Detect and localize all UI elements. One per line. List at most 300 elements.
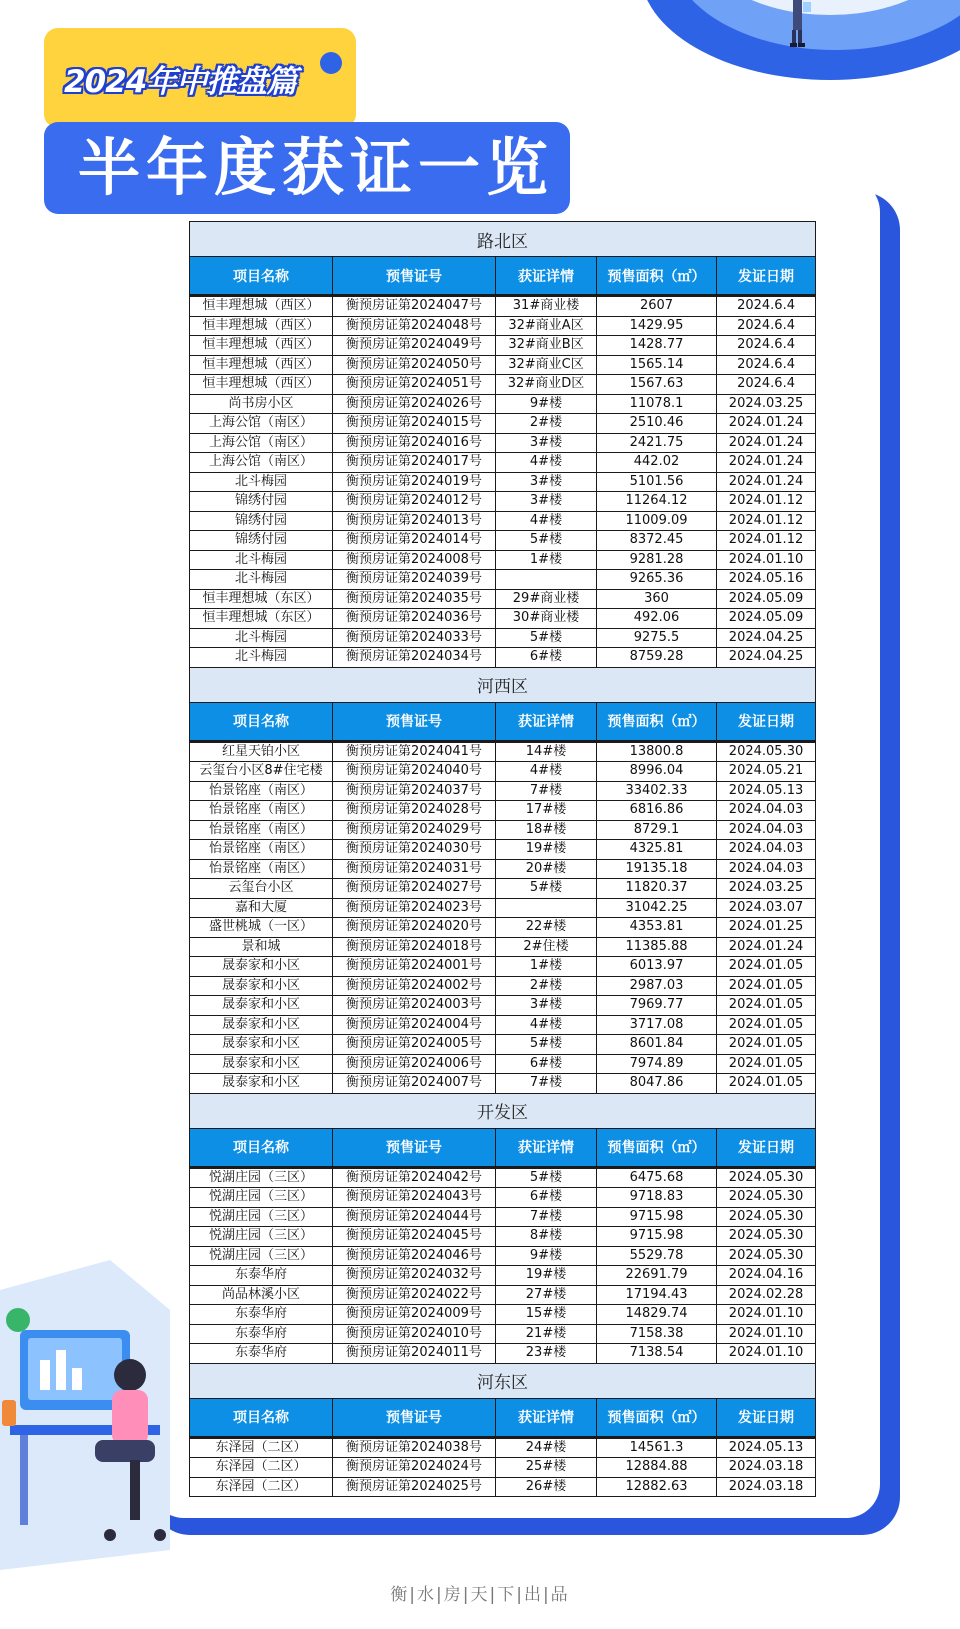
presale-area-cell: 17194.43 [597, 1285, 717, 1305]
permit-number-cell: 衡预房证第2024003号 [333, 996, 496, 1016]
table-row [190, 1246, 816, 1266]
permit-number-cell: 衡预房证第2024001号 [333, 957, 496, 977]
permit-detail-cell: 17#楼 [496, 801, 597, 821]
presale-area-cell: 4325.81 [597, 840, 717, 860]
issue-date-cell: 2024.03.18 [717, 1458, 816, 1478]
permit-detail-cell: 2#楼 [496, 976, 597, 996]
issue-date-cell: 2024.05.30 [717, 1188, 816, 1208]
permit-number-cell: 衡预房证第2024006号 [333, 1054, 496, 1074]
permit-number-cell: 衡预房证第2024046号 [333, 1246, 496, 1266]
project-name-cell: 北斗梅园 [190, 628, 333, 648]
project-name-cell: 锦绣付园 [190, 492, 333, 512]
issue-date-cell: 2024.03.18 [717, 1477, 816, 1497]
permit-number-cell: 衡预房证第2024037号 [333, 781, 496, 801]
issue-date-cell: 2024.01.24 [717, 472, 816, 492]
column-header: 预售面积（㎡） [597, 1128, 717, 1167]
presale-area-cell: 9281.28 [597, 550, 717, 570]
project-name-cell: 尚书房小区 [190, 394, 333, 414]
subtitle-text: 2024年中推盘篇 [64, 64, 297, 100]
issue-date-cell: 2024.05.30 [717, 1246, 816, 1266]
table-row [190, 918, 816, 938]
presale-area-cell: 9275.5 [597, 628, 717, 648]
column-header: 预售面积（㎡） [597, 1398, 717, 1437]
project-name-cell: 东泰华府 [190, 1344, 333, 1364]
table-row [190, 1285, 816, 1305]
presale-area-cell: 2607 [597, 296, 717, 317]
issue-date-cell: 2024.05.16 [717, 570, 816, 590]
permit-number-cell: 衡预房证第2024017号 [333, 453, 496, 473]
table-row [190, 1074, 816, 1094]
table-row [190, 1054, 816, 1074]
presale-area-cell: 14561.3 [597, 1437, 717, 1458]
table-row [190, 316, 816, 336]
permit-number-cell: 衡预房证第2024035号 [333, 589, 496, 609]
permit-number-cell: 衡预房证第2024039号 [333, 570, 496, 590]
permit-detail-cell: 6#楼 [496, 1188, 597, 1208]
presale-area-cell: 9265.36 [597, 570, 717, 590]
project-name-cell: 怡景铭座（南区） [190, 801, 333, 821]
permit-number-cell: 衡预房证第2024047号 [333, 296, 496, 317]
column-header: 获证详情 [496, 702, 597, 741]
permit-detail-cell: 27#楼 [496, 1285, 597, 1305]
presale-area-cell: 2987.03 [597, 976, 717, 996]
presale-area-cell: 8759.28 [597, 648, 717, 668]
table-row [190, 1437, 816, 1458]
table-row [190, 1015, 816, 1035]
permit-detail-cell: 7#楼 [496, 1207, 597, 1227]
permit-number-cell: 衡预房证第2024029号 [333, 820, 496, 840]
project-name-cell: 锦绣付园 [190, 511, 333, 531]
project-name-cell: 尚品林溪小区 [190, 1285, 333, 1305]
project-name-cell: 恒丰理想城（东区） [190, 609, 333, 629]
permit-detail-cell: 1#楼 [496, 957, 597, 977]
column-header: 预售证号 [333, 1398, 496, 1437]
issue-date-cell: 2024.01.05 [717, 1054, 816, 1074]
issue-date-cell: 2024.04.03 [717, 840, 816, 860]
issue-date-cell: 2024.03.25 [717, 879, 816, 899]
presale-area-cell: 12882.63 [597, 1477, 717, 1497]
presale-area-cell: 11078.1 [597, 394, 717, 414]
project-name-cell: 悦湖庄园（三区） [190, 1207, 333, 1227]
project-name-cell: 悦湖庄园（三区） [190, 1246, 333, 1266]
permit-number-cell: 衡预房证第2024013号 [333, 511, 496, 531]
presale-area-cell: 12884.88 [597, 1458, 717, 1478]
presale-area-cell: 5529.78 [597, 1246, 717, 1266]
issue-date-cell: 2024.04.03 [717, 820, 816, 840]
permit-number-cell: 衡预房证第2024007号 [333, 1074, 496, 1094]
table-row [190, 1305, 816, 1325]
column-header: 获证详情 [496, 1398, 597, 1437]
project-name-cell: 晟泰家和小区 [190, 1015, 333, 1035]
column-header: 项目名称 [190, 702, 333, 741]
permit-detail-cell: 21#楼 [496, 1324, 597, 1344]
standing-person-illustration [784, 0, 814, 50]
issue-date-cell: 2024.01.10 [717, 550, 816, 570]
column-header: 发证日期 [717, 1398, 816, 1437]
permit-detail-cell: 32#商业D区 [496, 375, 597, 395]
table-row [190, 840, 816, 860]
project-name-cell: 晟泰家和小区 [190, 996, 333, 1016]
presale-area-cell: 8047.86 [597, 1074, 717, 1094]
presale-area-cell: 7158.38 [597, 1324, 717, 1344]
permit-number-cell: 衡预房证第2024002号 [333, 976, 496, 996]
issue-date-cell: 2024.01.24 [717, 937, 816, 957]
column-header: 预售证号 [333, 1128, 496, 1167]
project-name-cell: 恒丰理想城（西区） [190, 316, 333, 336]
project-name-cell: 怡景铭座（南区） [190, 781, 333, 801]
project-name-cell: 东泽园（二区） [190, 1437, 333, 1458]
project-name-cell: 东泰华府 [190, 1305, 333, 1325]
table-row [190, 762, 816, 782]
issue-date-cell: 2024.04.03 [717, 859, 816, 879]
table-row [190, 433, 816, 453]
column-header: 发证日期 [717, 1128, 816, 1167]
permit-detail-cell [496, 570, 597, 590]
permit-number-cell: 衡预房证第2024022号 [333, 1285, 496, 1305]
project-name-cell: 嘉和大厦 [190, 898, 333, 918]
column-header: 预售证号 [333, 702, 496, 741]
issue-date-cell: 2024.01.05 [717, 1074, 816, 1094]
permit-number-cell: 衡预房证第2024009号 [333, 1305, 496, 1325]
table-row [190, 531, 816, 551]
permit-detail-cell: 24#楼 [496, 1437, 597, 1458]
permit-number-cell: 衡预房证第2024030号 [333, 840, 496, 860]
table-row [190, 453, 816, 473]
column-header: 获证详情 [496, 1128, 597, 1167]
district-row [190, 1363, 816, 1398]
permit-detail-cell: 5#楼 [496, 628, 597, 648]
project-name-cell: 云玺台小区 [190, 879, 333, 899]
table-row [190, 550, 816, 570]
permit-number-cell: 衡预房证第2024010号 [333, 1324, 496, 1344]
issue-date-cell: 2024.01.05 [717, 976, 816, 996]
permit-number-cell: 衡预房证第2024012号 [333, 492, 496, 512]
table-row [190, 355, 816, 375]
permit-number-cell: 衡预房证第2024034号 [333, 648, 496, 668]
table-row [190, 414, 816, 434]
project-name-cell: 晟泰家和小区 [190, 957, 333, 977]
table-row [190, 1324, 816, 1344]
permit-detail-cell: 7#楼 [496, 1074, 597, 1094]
permit-detail-cell: 1#楼 [496, 550, 597, 570]
table-row [190, 1458, 816, 1478]
project-name-cell: 红星天铂小区 [190, 741, 333, 762]
issue-date-cell: 2024.6.4 [717, 375, 816, 395]
permit-detail-cell: 19#楼 [496, 1266, 597, 1286]
table-row [190, 1266, 816, 1286]
permit-number-cell: 衡预房证第2024036号 [333, 609, 496, 629]
column-header: 项目名称 [190, 1128, 333, 1167]
presale-area-cell: 33402.33 [597, 781, 717, 801]
permit-detail-cell: 4#楼 [496, 762, 597, 782]
table-row [190, 1188, 816, 1208]
project-name-cell: 恒丰理想城（西区） [190, 296, 333, 317]
table-row [190, 820, 816, 840]
table-row [190, 1477, 816, 1497]
column-header: 预售面积（㎡） [597, 702, 717, 741]
project-name-cell: 恒丰理想城（东区） [190, 589, 333, 609]
permit-detail-cell: 29#商业楼 [496, 589, 597, 609]
presale-area-cell: 2421.75 [597, 433, 717, 453]
permit-detail-cell: 19#楼 [496, 840, 597, 860]
permit-detail-cell: 5#楼 [496, 1035, 597, 1055]
issue-date-cell: 2024.05.30 [717, 1207, 816, 1227]
permit-number-cell: 衡预房证第2024023号 [333, 898, 496, 918]
issue-date-cell: 2024.02.28 [717, 1285, 816, 1305]
permit-number-cell: 衡预房证第2024050号 [333, 355, 496, 375]
district-name: 开发区 [190, 1093, 816, 1128]
presale-area-cell: 8372.45 [597, 531, 717, 551]
issue-date-cell: 2024.01.24 [717, 433, 816, 453]
permit-detail-cell: 30#商业楼 [496, 609, 597, 629]
presale-area-cell: 11009.09 [597, 511, 717, 531]
table-row [190, 375, 816, 395]
district-row [190, 667, 816, 702]
issue-date-cell: 2024.04.25 [717, 628, 816, 648]
presale-area-cell: 14829.74 [597, 1305, 717, 1325]
column-header-row [190, 702, 816, 741]
issue-date-cell: 2024.03.25 [717, 394, 816, 414]
permit-detail-cell: 7#楼 [496, 781, 597, 801]
permit-detail-cell: 22#楼 [496, 918, 597, 938]
presale-area-cell: 1567.63 [597, 375, 717, 395]
table-row [190, 859, 816, 879]
column-header: 预售面积（㎡） [597, 257, 717, 296]
permit-number-cell: 衡预房证第2024048号 [333, 316, 496, 336]
project-name-cell: 北斗梅园 [190, 472, 333, 492]
project-name-cell: 悦湖庄园（三区） [190, 1167, 333, 1188]
project-name-cell: 上海公馆（南区） [190, 414, 333, 434]
permit-number-cell: 衡预房证第2024011号 [333, 1344, 496, 1364]
presale-area-cell: 1429.95 [597, 316, 717, 336]
table-row [190, 1207, 816, 1227]
project-name-cell: 景和城 [190, 937, 333, 957]
permit-number-cell: 衡预房证第2024018号 [333, 937, 496, 957]
permit-detail-cell: 31#商业楼 [496, 296, 597, 317]
issue-date-cell: 2024.03.07 [717, 898, 816, 918]
permit-number-cell: 衡预房证第2024020号 [333, 918, 496, 938]
table-row [190, 589, 816, 609]
permit-detail-cell: 25#楼 [496, 1458, 597, 1478]
permit-detail-cell: 15#楼 [496, 1305, 597, 1325]
project-name-cell: 盛世桃城（一区） [190, 918, 333, 938]
table-row [190, 492, 816, 512]
issue-date-cell: 2024.01.10 [717, 1324, 816, 1344]
permit-number-cell: 衡预房证第2024040号 [333, 762, 496, 782]
issue-date-cell: 2024.01.25 [717, 918, 816, 938]
issue-date-cell: 2024.6.4 [717, 316, 816, 336]
issue-date-cell: 2024.01.10 [717, 1305, 816, 1325]
project-name-cell: 怡景铭座（南区） [190, 859, 333, 879]
issue-date-cell: 2024.01.05 [717, 996, 816, 1016]
table-row [190, 1344, 816, 1364]
permit-number-cell: 衡预房证第2024027号 [333, 879, 496, 899]
district-row [190, 222, 816, 257]
project-name-cell: 东泰华府 [190, 1324, 333, 1344]
project-name-cell: 晟泰家和小区 [190, 1074, 333, 1094]
district-name: 路北区 [190, 222, 816, 257]
permit-detail-cell: 18#楼 [496, 820, 597, 840]
project-name-cell: 上海公馆（南区） [190, 453, 333, 473]
presale-area-cell: 8996.04 [597, 762, 717, 782]
table-row [190, 1167, 816, 1188]
presale-area-cell: 8601.84 [597, 1035, 717, 1055]
project-name-cell: 恒丰理想城（西区） [190, 375, 333, 395]
table-row [190, 1227, 816, 1247]
table-row [190, 296, 816, 317]
project-name-cell: 上海公馆（南区） [190, 433, 333, 453]
presale-area-cell: 6013.97 [597, 957, 717, 977]
column-header: 项目名称 [190, 1398, 333, 1437]
column-header-row [190, 257, 816, 296]
presale-area-cell: 31042.25 [597, 898, 717, 918]
permit-number-cell: 衡预房证第2024015号 [333, 414, 496, 434]
permit-number-cell: 衡预房证第2024016号 [333, 433, 496, 453]
issue-date-cell: 2024.01.12 [717, 531, 816, 551]
permit-number-cell: 衡预房证第2024049号 [333, 336, 496, 356]
presale-area-cell: 6475.68 [597, 1167, 717, 1188]
issue-date-cell: 2024.01.12 [717, 492, 816, 512]
certificate-table [189, 221, 816, 1497]
presale-area-cell: 4353.81 [597, 918, 717, 938]
presale-area-cell: 9715.98 [597, 1227, 717, 1247]
presale-area-cell: 9715.98 [597, 1207, 717, 1227]
office-worker-illustration [0, 1250, 200, 1590]
permit-number-cell: 衡预房证第2024024号 [333, 1458, 496, 1478]
issue-date-cell: 2024.01.05 [717, 1015, 816, 1035]
permit-detail-cell: 32#商业C区 [496, 355, 597, 375]
table-row [190, 394, 816, 414]
table-row [190, 1035, 816, 1055]
permit-number-cell: 衡预房证第2024038号 [333, 1437, 496, 1458]
column-header-row [190, 1128, 816, 1167]
page-title: 半年度获证一览 [78, 131, 555, 204]
presale-area-cell: 360 [597, 589, 717, 609]
column-header: 发证日期 [717, 257, 816, 296]
issue-date-cell: 2024.05.09 [717, 609, 816, 629]
project-name-cell: 北斗梅园 [190, 570, 333, 590]
issue-date-cell: 2024.01.10 [717, 1344, 816, 1364]
district-row [190, 1093, 816, 1128]
column-header: 获证详情 [496, 257, 597, 296]
project-name-cell: 晟泰家和小区 [190, 1054, 333, 1074]
project-name-cell: 恒丰理想城（西区） [190, 355, 333, 375]
table-row [190, 801, 816, 821]
issue-date-cell: 2024.05.21 [717, 762, 816, 782]
issue-date-cell: 2024.01.12 [717, 511, 816, 531]
presale-area-cell: 11264.12 [597, 492, 717, 512]
permit-number-cell: 衡预房证第2024043号 [333, 1188, 496, 1208]
permit-detail-cell: 3#楼 [496, 433, 597, 453]
permit-detail-cell: 4#楼 [496, 511, 597, 531]
presale-area-cell: 22691.79 [597, 1266, 717, 1286]
permit-detail-cell: 3#楼 [496, 492, 597, 512]
permit-detail-cell: 26#楼 [496, 1477, 597, 1497]
presale-area-cell: 1565.14 [597, 355, 717, 375]
permit-detail-cell: 3#楼 [496, 472, 597, 492]
permit-number-cell: 衡预房证第2024051号 [333, 375, 496, 395]
permit-number-cell: 衡预房证第2024032号 [333, 1266, 496, 1286]
permit-detail-cell: 2#楼 [496, 414, 597, 434]
badge-dot [320, 52, 342, 74]
issue-date-cell: 2024.6.4 [717, 355, 816, 375]
issue-date-cell: 2024.01.05 [717, 1035, 816, 1055]
permit-detail-cell: 23#楼 [496, 1344, 597, 1364]
project-name-cell: 怡景铭座（南区） [190, 840, 333, 860]
table-row [190, 511, 816, 531]
table-row [190, 570, 816, 590]
table-row [190, 879, 816, 899]
issue-date-cell: 2024.04.16 [717, 1266, 816, 1286]
permit-number-cell: 衡预房证第2024008号 [333, 550, 496, 570]
issue-date-cell: 2024.05.13 [717, 781, 816, 801]
permit-number-cell: 衡预房证第2024004号 [333, 1015, 496, 1035]
permit-number-cell: 衡预房证第2024026号 [333, 394, 496, 414]
permit-detail-cell: 14#楼 [496, 741, 597, 762]
presale-area-cell: 11385.88 [597, 937, 717, 957]
permit-detail-cell: 6#楼 [496, 648, 597, 668]
table-row [190, 628, 816, 648]
column-header: 预售证号 [333, 257, 496, 296]
table-row [190, 336, 816, 356]
permit-number-cell: 衡预房证第2024028号 [333, 801, 496, 821]
issue-date-cell: 2024.04.03 [717, 801, 816, 821]
project-name-cell: 北斗梅园 [190, 648, 333, 668]
presale-area-cell: 7969.77 [597, 996, 717, 1016]
permit-detail-cell: 6#楼 [496, 1054, 597, 1074]
presale-area-cell: 9718.83 [597, 1188, 717, 1208]
table-row [190, 957, 816, 977]
permit-detail-cell: 5#楼 [496, 879, 597, 899]
project-name-cell: 恒丰理想城（西区） [190, 336, 333, 356]
project-name-cell: 晟泰家和小区 [190, 1035, 333, 1055]
issue-date-cell: 2024.01.24 [717, 453, 816, 473]
issue-date-cell: 2024.05.13 [717, 1437, 816, 1458]
project-name-cell: 云玺台小区8#住宅楼 [190, 762, 333, 782]
project-name-cell: 怡景铭座（南区） [190, 820, 333, 840]
presale-area-cell: 8729.1 [597, 820, 717, 840]
project-name-cell: 悦湖庄园（三区） [190, 1188, 333, 1208]
project-name-cell: 东泰华府 [190, 1266, 333, 1286]
permit-number-cell: 衡预房证第2024019号 [333, 472, 496, 492]
project-name-cell: 锦绣付园 [190, 531, 333, 551]
footer-credit: 衡|水|房|天|下|出|品 [390, 1585, 570, 1605]
permit-number-cell: 衡预房证第2024033号 [333, 628, 496, 648]
table-row [190, 937, 816, 957]
permit-detail-cell: 5#楼 [496, 531, 597, 551]
permit-detail-cell: 2#住楼 [496, 937, 597, 957]
project-name-cell: 悦湖庄园（三区） [190, 1227, 333, 1247]
presale-area-cell: 19135.18 [597, 859, 717, 879]
project-name-cell: 东泽园（二区） [190, 1477, 333, 1497]
presale-area-cell: 6816.86 [597, 801, 717, 821]
table-row [190, 472, 816, 492]
permit-number-cell: 衡预房证第2024041号 [333, 741, 496, 762]
permit-detail-cell: 32#商业B区 [496, 336, 597, 356]
permit-detail-cell: 32#商业A区 [496, 316, 597, 336]
table-row [190, 648, 816, 668]
issue-date-cell: 2024.05.30 [717, 1227, 816, 1247]
presale-area-cell: 13800.8 [597, 741, 717, 762]
table-row [190, 976, 816, 996]
district-name: 河东区 [190, 1363, 816, 1398]
presale-area-cell: 3717.08 [597, 1015, 717, 1035]
issue-date-cell: 2024.6.4 [717, 336, 816, 356]
permit-detail-cell: 3#楼 [496, 996, 597, 1016]
presale-area-cell: 442.02 [597, 453, 717, 473]
presale-area-cell: 492.06 [597, 609, 717, 629]
issue-date-cell: 2024.05.30 [717, 741, 816, 762]
